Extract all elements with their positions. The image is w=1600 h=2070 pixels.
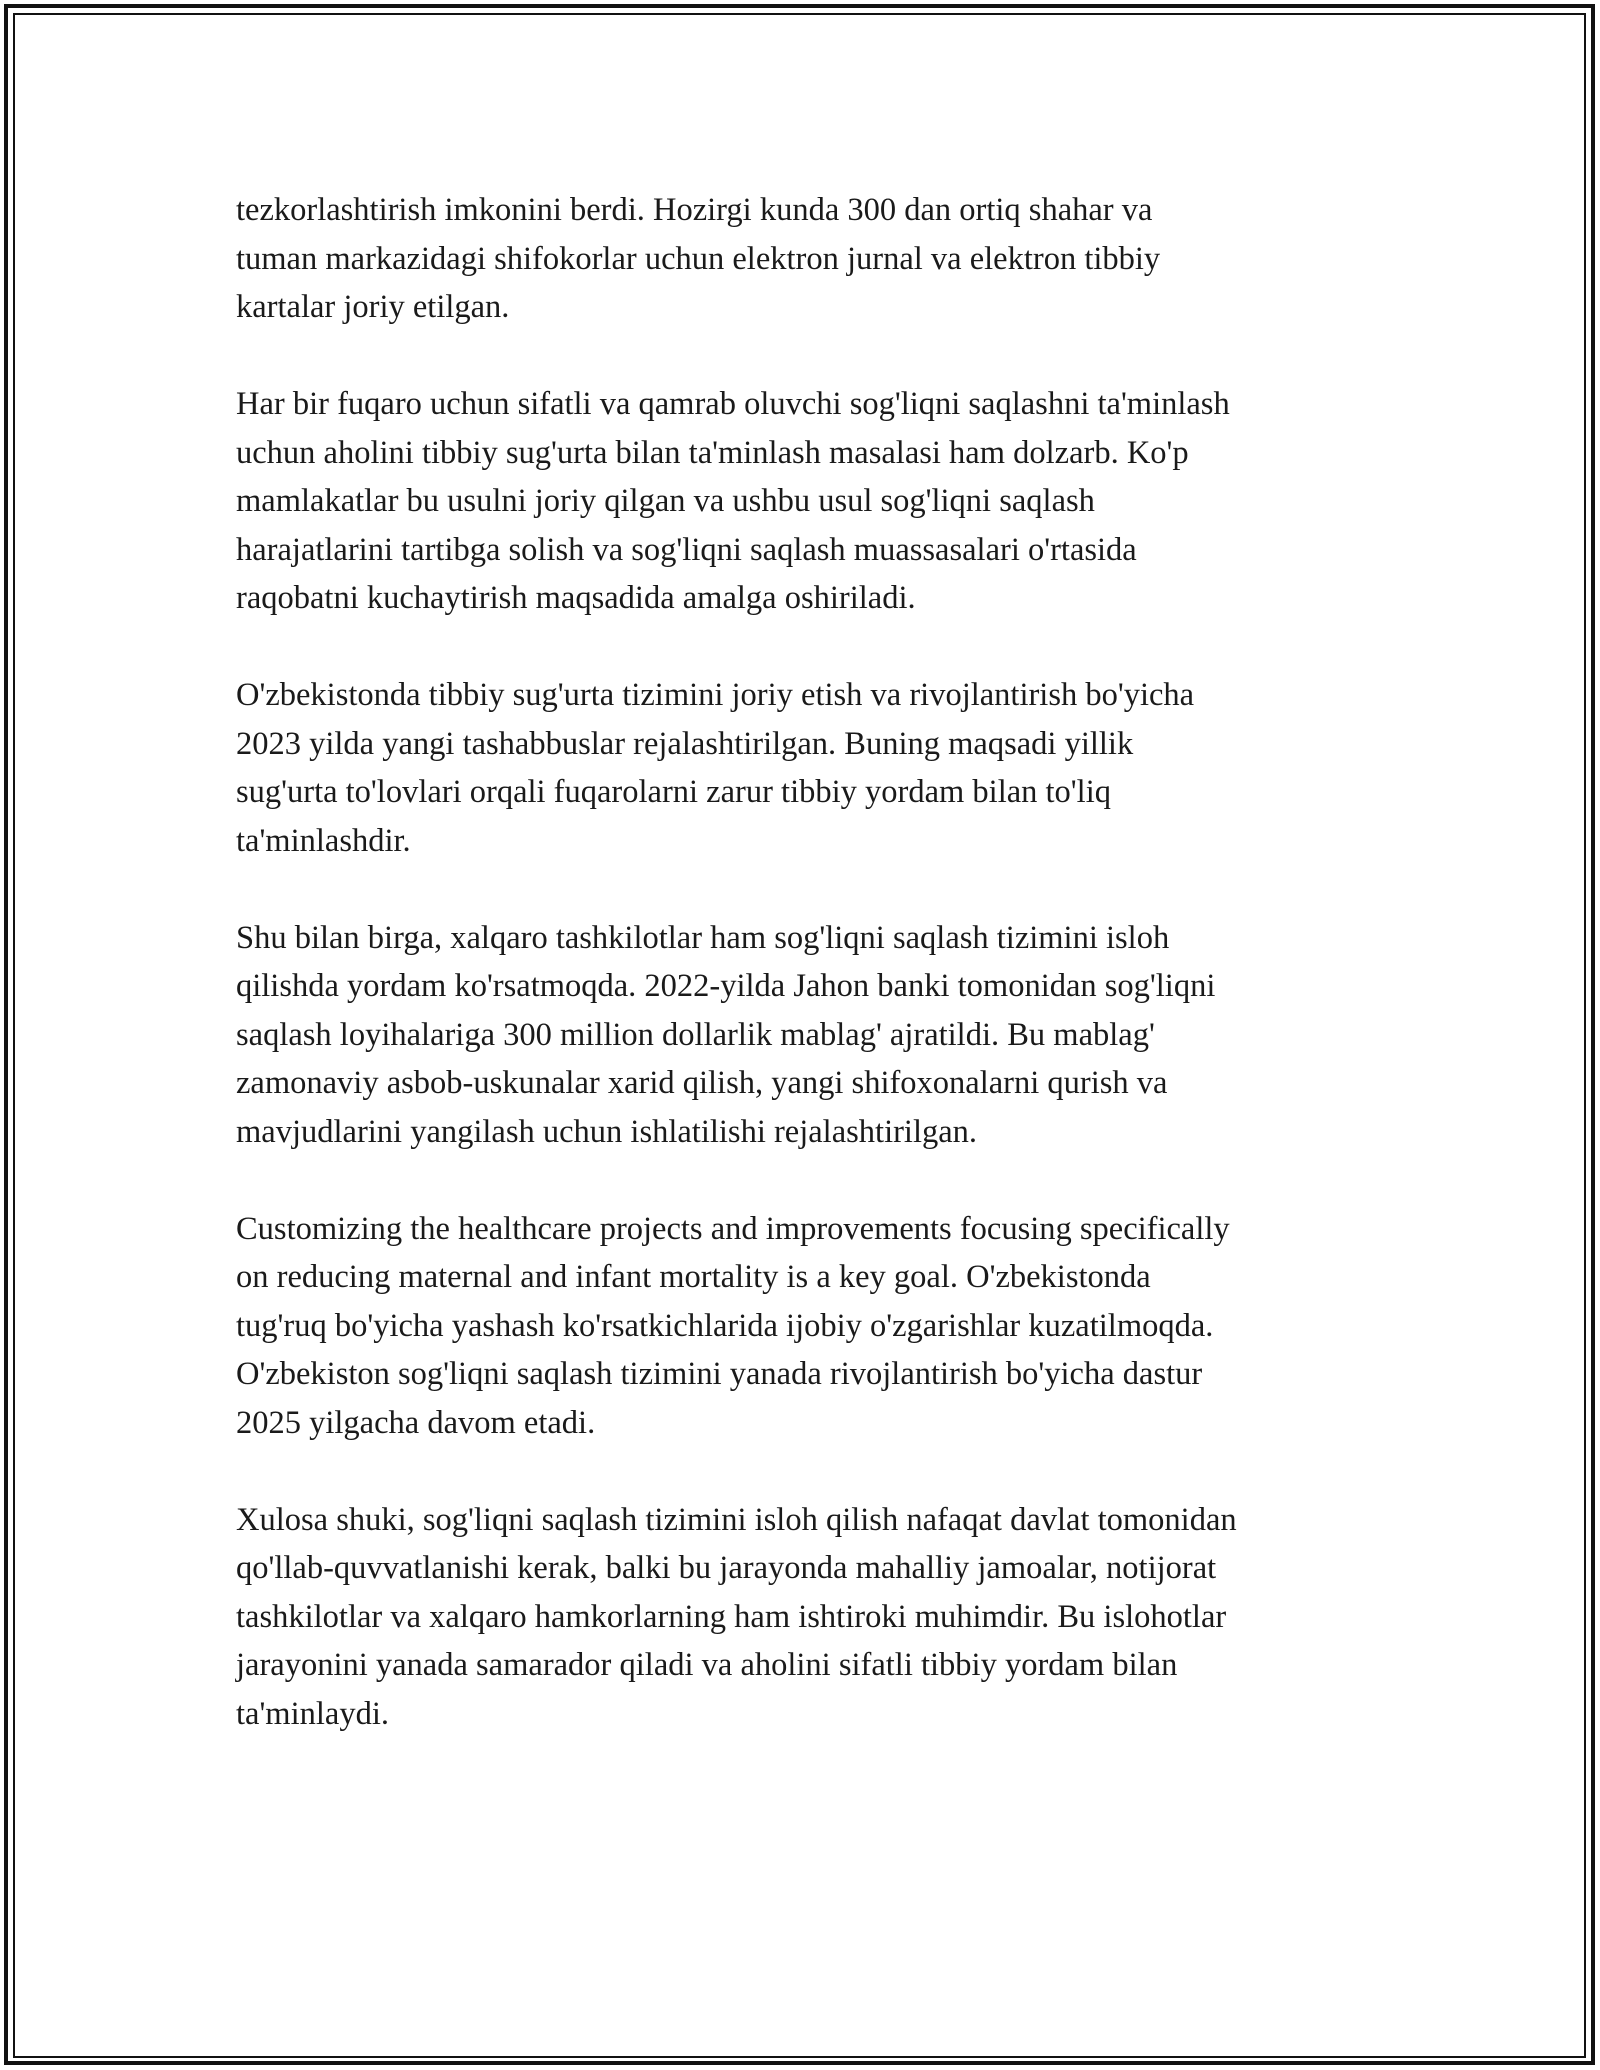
paragraph-insurance-2023: O'zbekistonda tibbiy sug'urta tizimini joriy etish va rivojlantirish bo'yicha 2023 yilda yangi tashabbuslar rejalashtirilgan. Buning maqsadi yillik sug'urta to'lovlari orqali fuqarolarni zarur tibbiy yordam bilan to'liq ta'minlashdir. bbox=[236, 677, 1195, 859]
paragraph-maternal-infant-goals: Customizing the healthcare projects and improvements focusing specifically on reducing maternal and infant mortality is a key goal. O'zbekistonda tug'ruq bo'yicha yashash ko'rsatkichlarida ijobiy o'zgarishlar kuzatilmoqda. O'zbekiston sog'liqni saqlash tizimini yanada rivojlantirish bo'yicha dastur 2025 yilgacha davom etadi. bbox=[236, 1210, 1230, 1441]
paragraph-health-insurance: Har bir fuqaro uchun sifatli va qamrab oluvchi sog'liqni saqlashni ta'minlash uchun aholini tibbiy sug'urta bilan ta'minlash masalasi ham dolzarb. Ko'p mamlakatlar bu usulni joriy qilgan va ushbu usul sog'liqni saqlash harajatlarini tartibga solish va sog'liqni saqlash muassasalari o'rtasida raqobatni kuchaytirish maqsadida amalga oshiriladi. bbox=[236, 386, 1230, 616]
paragraph-ehr-rollout: tezkorlashtirish imkonini berdi. Hozirgi kunda 300 dan ortiq shahar va tuman markazidagi shifokorlar uchun elektron jurnal va elektron tibbiy kartalar joriy etilgan. bbox=[236, 192, 1161, 325]
paragraph-international-support: Shu bilan birga, xalqaro tashkilotlar ham sog'liqni saqlash tizimini isloh qilishda yordam ko'rsatmoqda. 2022-yilda Jahon banki tomonidan sog'liqni saqlash loyihalariga 300 million dollarlik mablag' ajratildi. Bu mablag' zamonaviy asbob-uskunalar xarid qilish, yangi shifoxonalarni qurish va mavjudlarini yangilash uchun ishlatilishi rejalashtirilgan. bbox=[236, 919, 1216, 1150]
paragraph-conclusion: Xulosa shuki, sog'liqni saqlash tizimini isloh qilish nafaqat davlat tomonidan qo'llab-quvvatlanishi kerak, balki bu jarayonda mahalliy jamoalar, notijorat tashkilotlar va xalqaro hamkorlarning ham ishtiroki muhimdir. Bu islohotlar jarayonini yanada samarador qiladi va aholini sifatli tibbiy yordam bilan ta'minlaydi. bbox=[236, 1501, 1237, 1732]
document-body bbox=[236, 186, 1386, 1738]
